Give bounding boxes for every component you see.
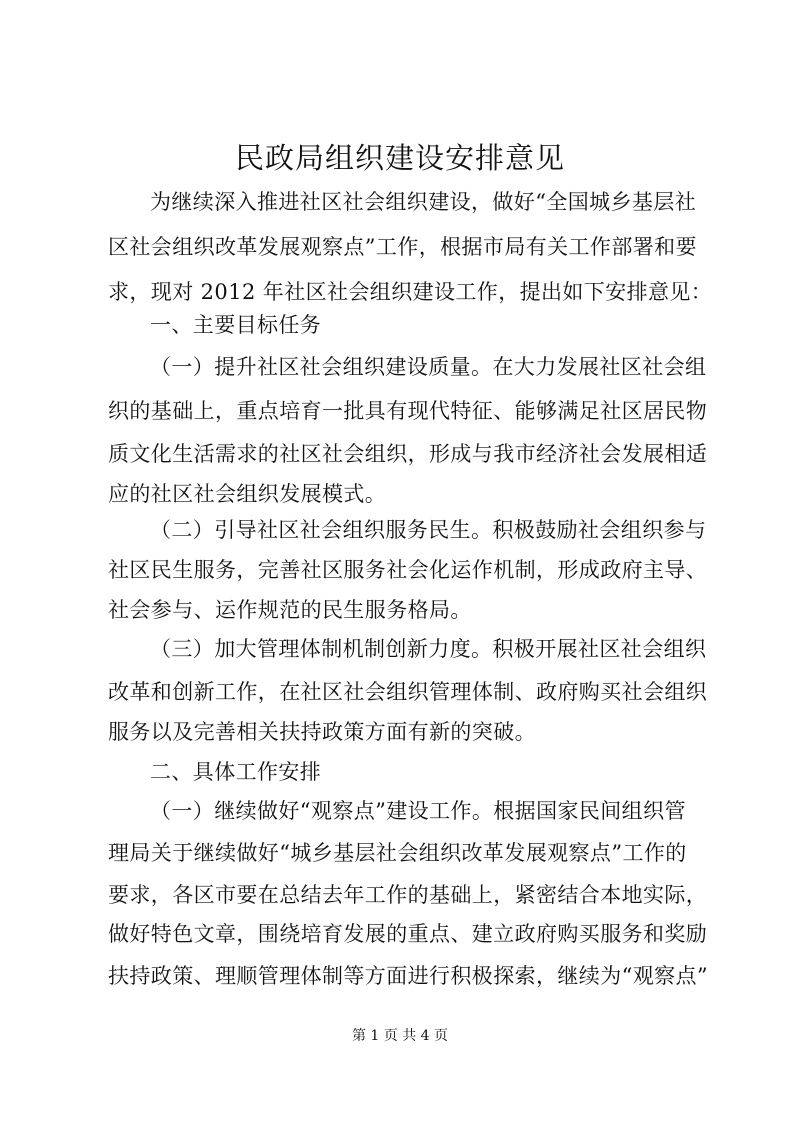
body-line: 质文化生活需求的社区社会组织，形成与我市经济社会发展相适 — [108, 442, 708, 466]
body-line: 扶持政策、理顺管理体制等方面进行积极探索，继续为“观察点” — [108, 964, 709, 988]
document-title: 民政局组织建设安排意见 — [234, 141, 565, 175]
body-line: （三）加大管理体制机制创新力度。积极开展社区社会组织 — [150, 637, 707, 661]
body-line: 改革和创新工作，在社区社会组织管理体制、政府购买社会组织 — [108, 680, 708, 704]
body-line: 服务以及完善相关扶持政策方面有新的突破。 — [108, 720, 536, 744]
body-line: （二）引导社区社会组织服务民生。积极鼓励社会组织参与 — [150, 518, 707, 542]
section-heading: 一、主要目标任务 — [150, 313, 322, 337]
body-line: 区社会组织改革发展观察点”工作，根据市局有关工作部署和要 — [108, 235, 697, 259]
body-line: 社区民生服务，完善社区服务社会化运作机制，形成政府主导、 — [108, 558, 708, 582]
body-line: 织的基础上，重点培育一批具有现代特征、能够满足社区居民物 — [108, 399, 708, 423]
body-line: 求，现对 2012 年社区社会组织建设工作，提出如下安排意见： — [108, 280, 713, 304]
body-line: 社会参与、运作规范的民生服务格局。 — [108, 598, 472, 622]
body-line: 要求，各区市要在总结去年工作的基础上，紧密结合本地实际， — [108, 883, 708, 907]
body-line: 理局关于继续做好“城乡基层社会组织改革发展观察点”工作的 — [108, 841, 687, 865]
body-line: （一）继续做好“观察点”建设工作。根据国家民间组织管 — [150, 799, 686, 823]
section-heading: 二、具体工作安排 — [150, 760, 322, 784]
body-line: （一）提升社区社会组织建设质量。在大力发展社区社会组 — [150, 355, 707, 379]
body-line: 做好特色文章，围绕培育发展的重点、建立政府购买服务和奖励 — [108, 922, 708, 946]
page-footer: 第 1 页 共 4 页 — [351, 1028, 449, 1044]
body-line: 为继续深入推进社区社会组织建设，做好“全国城乡基层社 — [150, 190, 697, 214]
body-line: 应的社区社会组织发展模式。 — [108, 482, 387, 506]
